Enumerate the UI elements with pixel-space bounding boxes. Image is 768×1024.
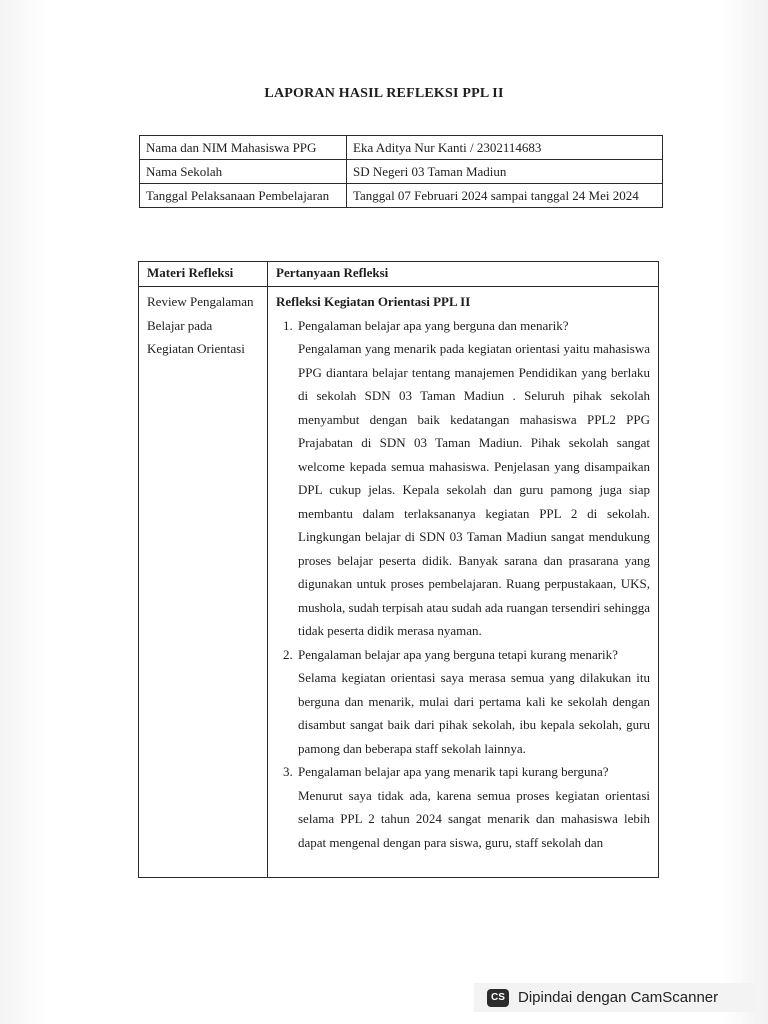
table-row	[140, 184, 663, 208]
question-list	[276, 314, 650, 855]
reflection-content	[268, 287, 659, 878]
answer-text: Selama kegiatan orientasi saya merasa semua yang dilakukan itu berguna dan menarik, mulai dari pertama kali ke sekolah dengan disambut sangat baik dari pihak sekolah, ibu kepala sekolah, guru pamong dan beberapa staff sekolah lainnya.	[298, 670, 650, 756]
info-label: Tanggal Pelaksanaan Pembelajaran	[140, 184, 347, 208]
student-info-table	[139, 135, 663, 208]
table-header-row	[139, 262, 659, 287]
question-text: 2. Pengalaman belajar apa yang berguna tetapi kurang menarik?	[298, 646, 618, 662]
list-item	[296, 643, 650, 761]
table-row	[139, 287, 659, 878]
camscanner-watermark	[474, 983, 757, 1012]
section-title: Refleksi Kegiatan Orientasi PPL II	[276, 294, 471, 309]
info-value: Tanggal 07 Februari 2024 sampai tanggal 24 Mei 2024	[347, 184, 663, 208]
info-value: Eka Aditya Nur Kanti / 2302114683	[347, 136, 663, 160]
answer-text: Menurut saya tidak ada, karena semua proses kegiatan orientasi selama PPL 2 tahun 2024 sangat menarik dan mahasiswa lebih dapat mengenal dengan para siswa, guru, staff sekolah dan	[298, 787, 650, 850]
list-item	[296, 760, 650, 854]
column-header-material: Materi Refleksi	[139, 262, 268, 287]
reflection-table	[138, 261, 659, 878]
column-header-questions: Pertanyaan Refleksi	[268, 262, 659, 287]
question-text: 1. Pengalaman belajar apa yang berguna dan menarik?	[298, 317, 569, 333]
info-label: Nama Sekolah	[140, 160, 347, 184]
camscanner-text: Dipindai dengan CamScanner	[518, 989, 719, 1006]
table-row	[140, 160, 663, 184]
camscanner-logo-icon: CS	[487, 989, 509, 1007]
reflection-material: Review Pengalaman Belajar pada Kegiatan Orientasi	[139, 287, 268, 878]
question-text: 3. Pengalaman belajar apa yang menarik tapi kurang berguna?	[298, 764, 609, 779]
list-item	[296, 314, 650, 643]
info-label: Nama dan NIM Mahasiswa PPG	[140, 136, 347, 160]
document-title: LAPORAN HASIL REFLEKSI PPL II	[264, 86, 504, 101]
info-value: SD Negeri 03 Taman Madiun	[347, 160, 663, 184]
table-row	[140, 136, 663, 160]
answer-text: Pengalaman yang menarik pada kegiatan orientasi yaitu mahasiswa PPG diantara belajar tentang manajemen Pendidikan yang berlaku di sekolah SDN 03 Taman Madiun . Seluruh pihak sekolah menyambut dengan baik kedatangan mahasiswa PPL2 PPG Prajabatan di SDN 03 Taman Madiun. Pihak sekolah sangat welcome kepada semua mahasiswa. Penjelasan yang disampaikan DPL cukup jelas. Kepala sekolah dan guru pamong juga siap membantu dalam terlaksananya kegiatan PPL 2 di sekolah. Lingkungan belajar di SDN 03 Taman Madiun sangat mendukung proses belajar peserta didik. Banyak sarana dan prasarana yang digunakan untuk proses pembelajaran. Ruang perpustakaan, UKS, mushola, sudah terpisah atau sudah ada ruangan tersendiri sehingga tidak peserta didik merasa nyaman.	[298, 341, 650, 638]
